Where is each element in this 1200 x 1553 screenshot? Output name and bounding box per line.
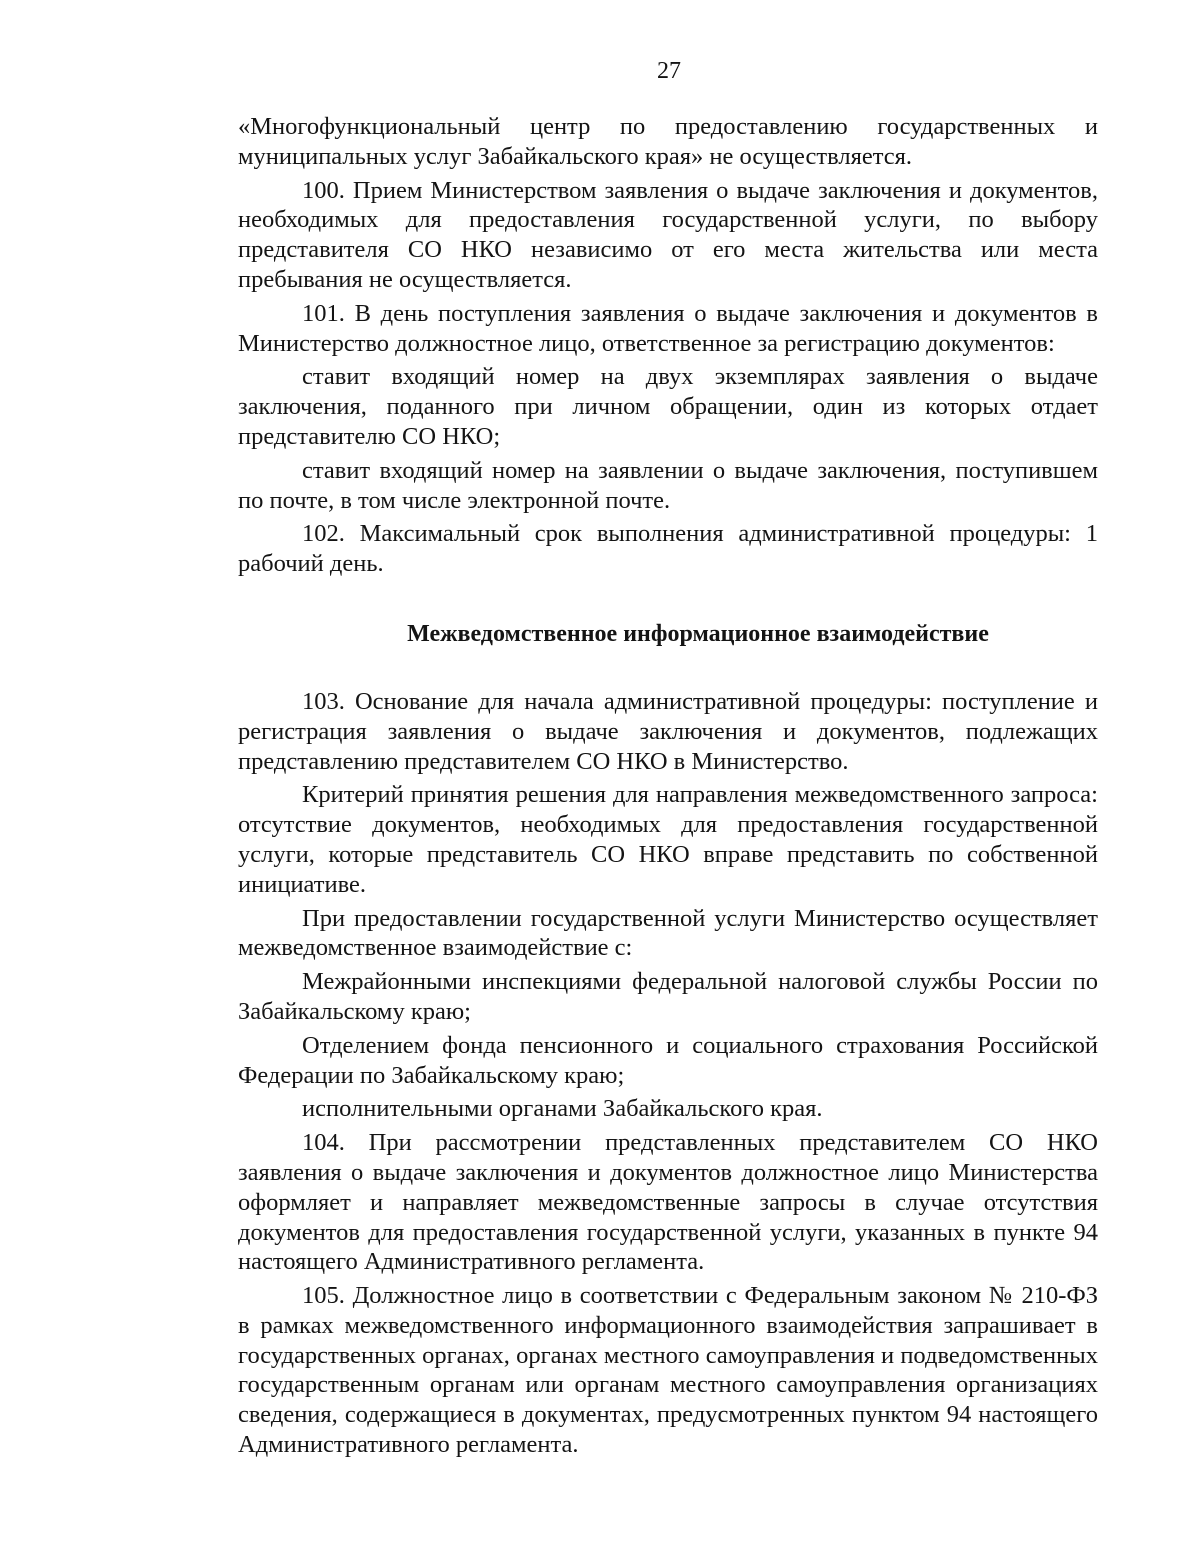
paragraph: исполнительными органами Забайкальского края. — [302, 1095, 823, 1123]
paragraph: Отделением фонда пенсионного и социального страхования Российской Федерации по Забайкальскому краю; — [238, 1031, 1098, 1089]
paragraph: При предоставлении государственной услуги Министерство осуществляет межведомственное взаимодействие с: — [238, 904, 1098, 962]
paragraph-105: 105. Должностное лицо в соответствии с Федеральным законом № 210-ФЗ в рамках межведомственного информационного взаимодействия запрашивает в государственных органах, органах местного самоуправления и подведомственных государственным органам или органам местного самоуправления организациях сведения, содержащиеся в документах, предусмотренных пунктом 94 настоящего Административного регламента. — [238, 1282, 1098, 1459]
section-heading: Межведомственное информационное взаимодействие — [407, 620, 989, 647]
paragraph: ставит входящий номер на заявлении о выдаче заключения, поступившем по почте, в том числе электронной почте. — [238, 456, 1098, 514]
page-number: 27 — [657, 58, 681, 84]
paragraph: ставит входящий номер на двух экземплярах заявления о выдаче заключения, поданного при личном обращении, один из которых отдает представителю СО НКО; — [238, 363, 1098, 450]
paragraph-101: 101. В день поступления заявления о выдаче заключения и документов в Министерство должностное лицо, ответственное за регистрацию документов: — [238, 299, 1098, 357]
paragraph-103: 103. Основание для начала административной процедуры: поступление и регистрация заявления о выдаче заключения и документов, подлежащих представлению представителем СО НКО в Министерство. — [238, 687, 1098, 775]
paragraph: Критерий принятия решения для направления межведомственного запроса: отсутствие документов, необходимых для предоставления государственной услуги, которые представитель СО НКО вправе представить по собственной инициативе. — [238, 781, 1098, 898]
paragraph-104: 104. При рассмотрении представленных представителем СО НКО заявления о выдаче заключения и документов должностное лицо Министерства оформляет и направляет межведомственные запросы в случае отсутствия документов для предоставления государственной услуги, указанных в пункте 94 настоящего Административного регламента. — [238, 1129, 1098, 1276]
paragraph: Межрайонными инспекциями федеральной налоговой службы России по Забайкальскому краю; — [238, 968, 1098, 1025]
document-body — [238, 112, 1098, 1460]
paragraph-102: 102. Максимальный срок выполнения административной процедуры: 1 рабочий день. — [238, 520, 1098, 578]
paragraph-100: 100. Прием Министерством заявления о выдаче заключения и документов, необходимых для предоставления государственной услуги, по выбору представителя СО НКО независимо от его места жительства или места пребывания не осуществляется. — [238, 176, 1098, 293]
paragraph: «Многофункциональный центр по предоставлению государственных и муниципальных услуг Забайкальского края» не осуществляется. — [238, 113, 1098, 170]
